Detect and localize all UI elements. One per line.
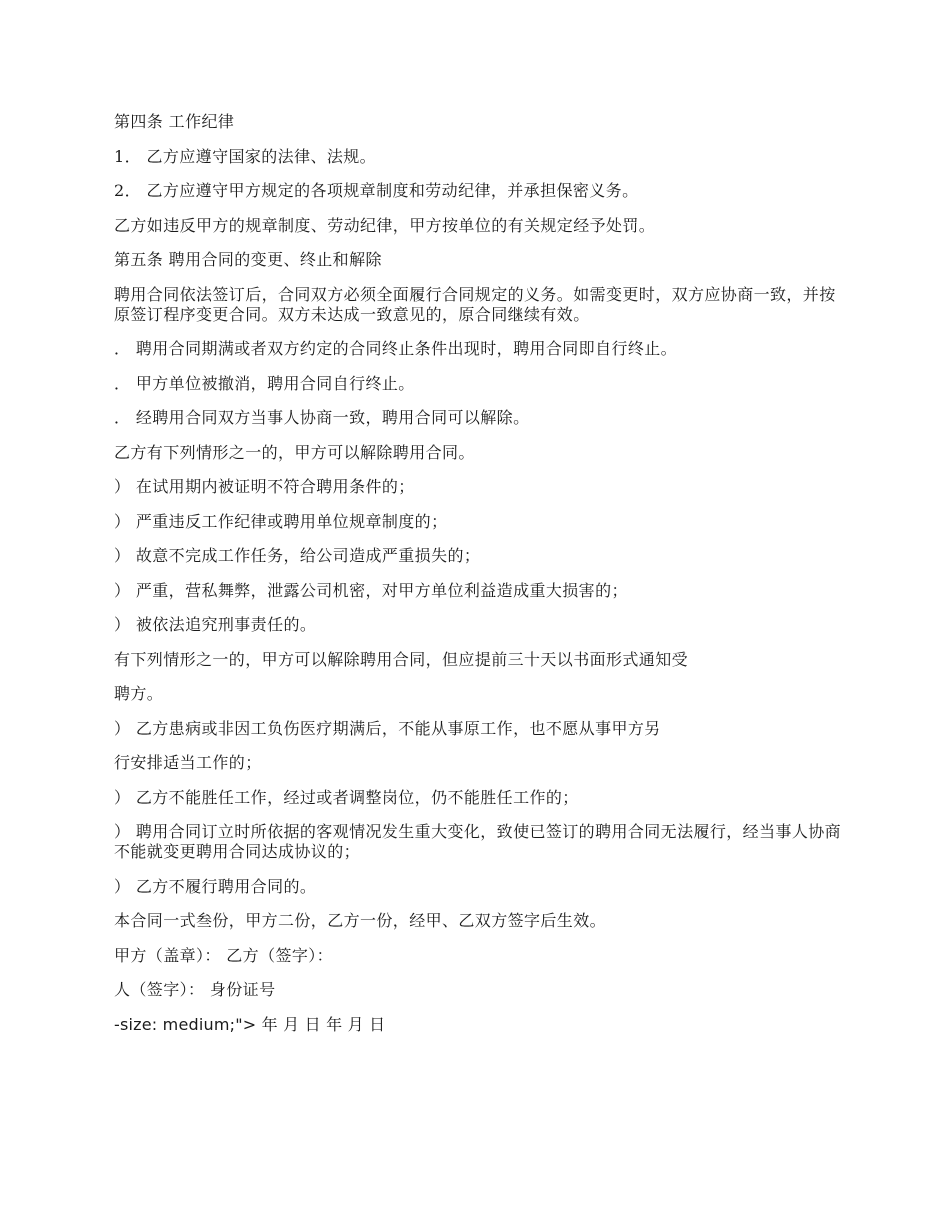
notice-dismissal-heading-cont: 聘方。 — [114, 684, 164, 703]
termination-item-mutual: ． 经聘用合同双方当事人协商一致，聘用合同可以解除。 — [114, 408, 530, 427]
article-4-penalty-clause: 乙方如违反甲方的规章制度、劳动纪律，甲方按单位的有关规定经予处罚。 — [114, 215, 656, 235]
article-4-item-1: 1． 乙方应遵守国家的法律、法规。 — [114, 146, 377, 166]
signature-parties-line: 甲方（盖章）： 乙方（签字）： — [114, 945, 334, 965]
notice-item-illness: ） 乙方患病或非因工负伤医疗期满后，不能从事原工作，也不愿从事甲方另 — [114, 718, 661, 738]
notice-item-circumstance-change: ） 聘用合同订立时所依据的客观情况发生重大变化，致使已签订的聘用合同无法履行，经当事人协商不能就变更聘用合同达成协议的； — [114, 822, 842, 861]
date-line: -size: medium;"> 年 月 日 年 月 日 — [114, 1014, 386, 1034]
document-body — [114, 112, 844, 1049]
article-4-item-2: 2． 乙方应遵守甲方规定的各项规章制度和劳动纪律，并承担保密义务。 — [114, 181, 639, 200]
notice-item-incompetence: ） 乙方不能胜任工作，经过或者调整岗位，仍不能胜任工作的； — [114, 787, 579, 807]
notice-item-nonperformance: ） 乙方不履行聘用合同的。 — [114, 876, 317, 896]
signature-id-line: 人（签字）： 身份证号 — [114, 980, 276, 999]
copies-clause: 本合同一式叁份，甲方二份，乙方一份，经甲、乙双方签字后生效。 — [114, 911, 607, 930]
article-5-intro: 聘用合同依法签订后，合同双方必须全面履行合同规定的义务。如需变更时，双方应协商一致，并按原签订程序变更合同。双方未达成一致意见的，原合同继续有效。 — [114, 284, 836, 324]
dismissal-item-probation: ） 在试用期内被证明不符合聘用条件的； — [114, 477, 415, 496]
dismissal-conditions-heading: 乙方有下列情形之一的，甲方可以解除聘用合同。 — [114, 442, 475, 462]
notice-item-illness-cont: 行安排适当工作的； — [114, 753, 262, 772]
dismissal-item-criminal: ） 被依法追究刑事责任的。 — [114, 615, 317, 634]
article-5-heading: 第五条 聘用合同的变更、终止和解除 — [114, 250, 382, 269]
notice-dismissal-heading: 有下列情形之一的，甲方可以解除聘用合同，但应提前三十天以书面形式通知受 — [114, 649, 689, 669]
dismissal-item-task-failure: ） 故意不完成工作任务，给公司造成严重损失的； — [114, 546, 481, 565]
termination-item-expiry: ． 聘用合同期满或者双方约定的合同终止条件出现时，聘用合同即自行终止。 — [114, 339, 678, 358]
termination-item-revoked: ． 甲方单位被撤消，聘用合同自行终止。 — [114, 373, 415, 393]
dismissal-item-discipline: ） 严重违反工作纪律或聘用单位规章制度的； — [114, 511, 448, 531]
article-4-heading: 第四条 工作纪律 — [114, 112, 235, 131]
dismissal-item-misconduct: ） 严重，营私舞弊，泄露公司机密，对甲方单位利益造成重大损害的； — [114, 580, 628, 600]
